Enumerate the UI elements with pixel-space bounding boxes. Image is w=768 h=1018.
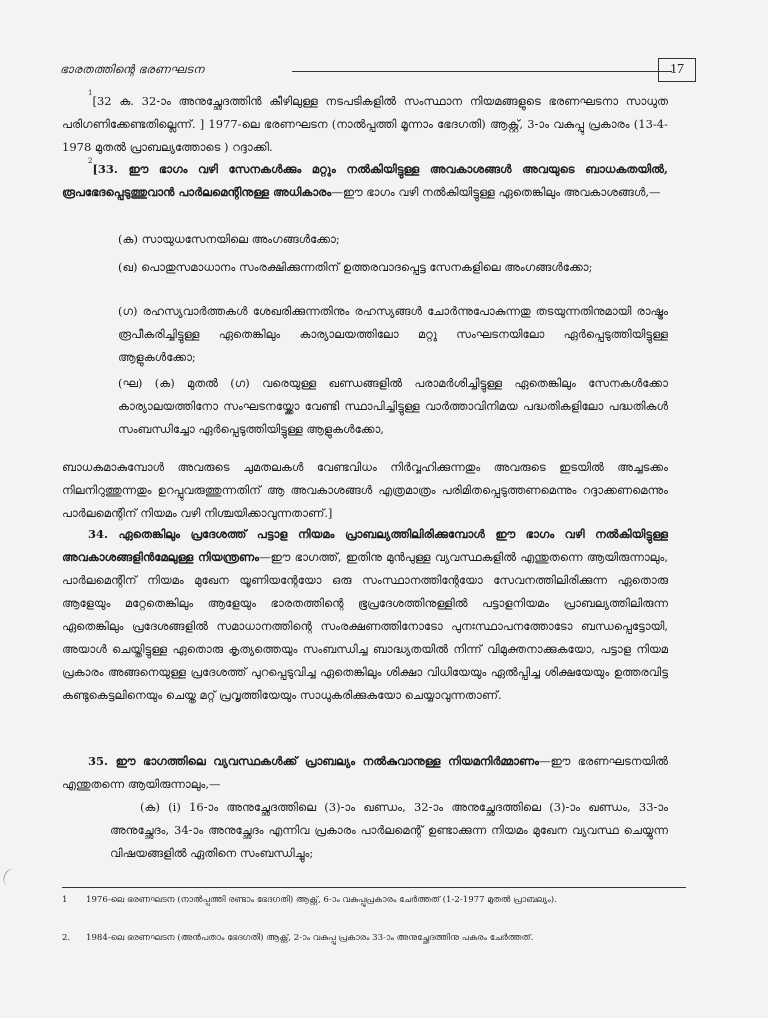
footnote-2-number: 2. xyxy=(62,933,71,943)
footnote-2-text: 1984-ലെ ഭരണഘടന (അൻപതാം ഭേദഗതി) ആക്റ്റ്, 2-ാം വകുപ്പു പ്രകാരം 33-ാം അനുച്ഛേദത്തിനു പകരം ചേർത്തത്. xyxy=(86,933,534,943)
article-34-text: —ഈ ഭാഗത്ത്, ഇതിനു മുൻപുള്ള വ്യവസ്ഥകളിൽ എന്തുതന്നെ ആയിരുന്നാലും, പാർലമെന്റിന് നിയമം മുഖേന യൂണിയന്റേയോ ഒരു സംസ്ഥാനത്തിന്റേയോ സേവനത്തിലിരിക്കുന്ന ഏതൊരു ആളേയും മറ്റേതെങ്കിലും ആളേയും ഭാരതത്തിന്റെ ഭൂപ്രദേശത്തിനുള്ളിൽ പട്ടാളനിയമം പ്രാബല്യത്തിലിരുന്ന ഏതെങ്കിലും പ്രദേശങ്ങളിൽ സമാധാനത്തിന്റെ സംരക്ഷണത്തിനോടോ പുനഃസ്ഥാപനത്തോടോ ബന്ധപ്പെട്ടോയി, അയാൾ ചെയ്തിട്ടുള്ള ഏതൊരു കൃത്യത്തെയും സംബന്ധിച്ച ബാദ്ധ്യതയിൽ നിന്ന് വിമുക്തനാക്കുകയോ, പട്ടാള നിയമ പ്രകാരം അങ്ങനെയുള്ള പ്രദേശത്ത് പുറപ്പെടുവിച്ച ഏതെങ്കിലും ശിക്ഷാ വിധിയേയും ഏൽപ്പിച്ച ശിക്ഷയേയും ഉത്തരവിട്ട കണ്ടുകെട്ടലിനെയും ചെയ്ത മറ്റ് പ്രവൃത്തിയേയും സാധുകരിക്കുകയോ ചെയ്യാവുന്നതാണ്. xyxy=(62,550,668,702)
margin-mark xyxy=(1,867,19,888)
footnote-1 xyxy=(62,893,682,908)
article-33-text: —ഈ ഭാഗം വഴി നൽകിയിട്ടുള്ള ഏതെങ്കിലും അവകാശങ്ങൾ,— xyxy=(331,185,661,199)
footnote-ref-2: 2 xyxy=(88,157,93,165)
footnote-2 xyxy=(62,931,682,946)
article-33-item-ka: (ക) സായുധസേനയിലെ അംഗങ്ങൾക്കോ; xyxy=(118,232,340,246)
article-33-item-kha: (ഖ) പൊതുസമാധാനം സംരക്ഷിക്കുന്നതിന് ഉത്തരവാദപ്പെട്ട സേനകളിലെ അംഗങ്ങൾക്കോ; xyxy=(118,260,593,274)
article-33-heading: [33. ഈ ഭാഗം വഴി സേനകൾക്കും മറ്റും നൽകിയിട്ടുള്ള അവകാശങ്ങൾ അവയുടെ ബാധകതയിൽ, രൂപഭേദപ്പെടുത്തുവാൻ പാർലമെന്റിനുള്ള അധികാരം xyxy=(62,162,668,199)
article-34 xyxy=(62,523,668,707)
page-number: 17 xyxy=(658,58,696,82)
article-33-closing: ബാധകമാകുമ്പോൾ അവരുടെ ചുമതലകൾ വേണ്ടവിധം നിർവ്വഹിക്കുന്നതും അവരുടെ ഇടയിൽ അച്ചടക്കം നിലനിറുത്തുന്നതും ഉറപ്പുവരുത്തുന്നതിന് ആ അവകാശങ്ങൾ എത്രമാത്രം പരിമിതപ്പെടുത്തണമെന്നും റദ്ദാക്കണമെന്നും പാർലമെന്റിന് നിയമം വഴി നിശ്ചയിക്കാവുന്നതാണ്.] xyxy=(62,460,668,520)
article-35-heading: 35. ഈ ഭാഗത്തിലെ വ്യവസ്ഥകൾക്ക് പ്രാബല്യം നൽകുവാനുള്ള നിയമനിർമ്മാണം xyxy=(88,754,540,768)
header-rule xyxy=(292,71,672,72)
article-32a-note xyxy=(62,90,668,159)
article-33-intro xyxy=(62,158,668,204)
article-34-heading: 34. ഏതെങ്കിലും പ്രദേശത്ത് പട്ടാള നിയമം പ്രാബല്യത്തിലിരിക്കുമ്പോൾ ഈ ഭാഗം വഴി നൽകിയിട്ടുള്ള അവകാശങ്ങളിൻമേലുള്ള നിയന്ത്രണം xyxy=(62,527,668,564)
article-33-item-gha: (ഘ) (ക) മുതൽ (ഗ) വരെയുള്ള ഖണ്ഡങ്ങളിൽ പരാമർശിച്ചിട്ടുള്ള ഏതെങ്കിലും സേനകൾക്കോ കാര്യാലയത്തിനോ സംഘടനയ്ക്കോ വേണ്ടി സ്ഥാപിച്ചിട്ടുള്ള വാർത്താവിനിമയ പദ്ധതികളിലോ പദ്ധതികൾ സംബന്ധിച്ചോ ഏർപ്പെടുത്തിയിട്ടുള്ള ആളുകൾക്കോ, xyxy=(118,376,668,436)
header-title: ഭാരതത്തിന്റെ ഭരണഘടന xyxy=(60,62,205,76)
article-35-item-ka-i: (ക) (i) 16-ാം അനുച്ഛേദത്തിലെ (3)-ാം ഖണ്ഡം, 32-ാം അനുച്ഛേദത്തിലെ (3)-ാം ഖണ്ഡം, 33-ാം അനുച്ഛേദം, 34-ാം അനുച്ഛേദം എന്നിവ പ്രകാരം പാർലമെന്റ് ഉണ്ടാക്കുന്ന നിയമം മുഖേന വ്യവസ്ഥ ചെയ്യുന്ന വിഷയങ്ങളിൽ ഏതിനെ സംബന്ധിച്ചും; xyxy=(110,800,668,860)
article-32a-text: [32 ക. 32-ാം അനുച്ഛേദത്തിൻ കീഴിലുള്ള നടപടികളിൽ സംസ്ഥാന നിയമങ്ങളുടെ ഭരണഘടനാ സാധുത പരിഗണിക്കേണ്ടതില്ലെന്ന്. ] 1977-ലെ ഭരണഘടന (നാൽപ്പത്തി മൂന്നാം ഭേദഗതി) ആക്റ്റ്, 3-ാം വകുപ്പു പ്രകാരം (13-4-1978 മുതൽ പ്രാബല്യത്തോടെ ) റദ്ദാക്കി. xyxy=(62,94,668,154)
running-header xyxy=(60,60,696,86)
footnote-rule xyxy=(62,887,686,888)
article-35-text: —ഈ ഭരണഘടനയിൽ എന്തുതന്നെ ആയിരുന്നാലും,— xyxy=(62,754,668,791)
article-33-item-ga: (ഗ) രഹസ്യവാർത്തകൾ ശേഖരിക്കുന്നതിനും രഹസ്യങ്ങൾ ചോർന്നുപോകുന്നതു തടയുന്നതിനുമായി രാഷ്ട്രം രൂപീകരിച്ചിട്ടുള്ള ഏതെങ്കിലും കാര്യാലയത്തിലോ മറ്റു സംഘടനയിലോ ഏർപ്പെടുത്തിയിട്ടുള്ള ആളുകൾക്കോ; xyxy=(118,304,668,364)
footnote-1-number: 1 xyxy=(62,895,68,905)
footnote-ref-1: 1 xyxy=(88,89,93,97)
article-35-intro xyxy=(62,750,668,796)
footnote-1-text: 1976-ലെ ഭരണഘടന (നാൽപ്പത്തി രണ്ടാം ഭേദഗതി) ആക്റ്റ്, 6-ാം വകുപ്പുപ്രകാരം ചേർത്തത് (1-2-1977 മുതൽ പ്രാബല്യം). xyxy=(86,895,557,905)
